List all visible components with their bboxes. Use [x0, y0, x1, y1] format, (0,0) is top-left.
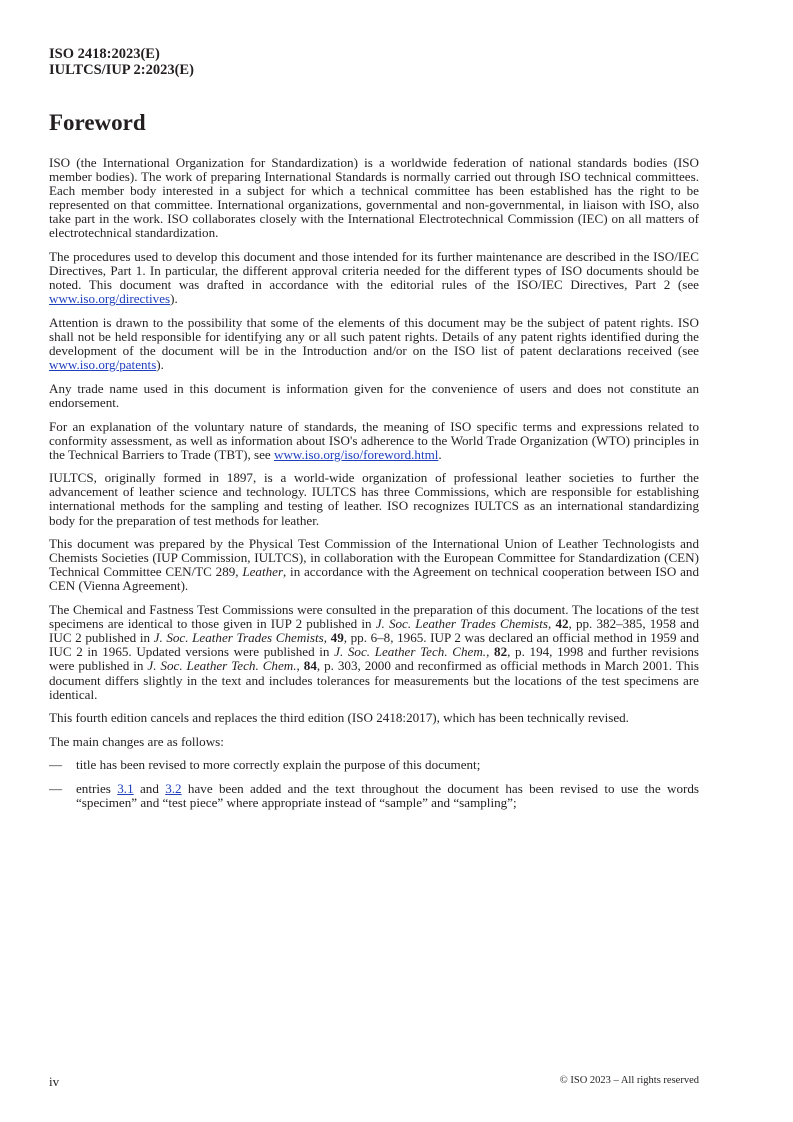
copyright-notice: © ISO 2023 – All rights reserved	[559, 1075, 699, 1086]
list-dash: —	[49, 757, 63, 773]
paragraph	[49, 420, 699, 462]
italic-text: Leather	[242, 564, 284, 580]
list-item	[49, 782, 699, 810]
bold-text: 49	[330, 630, 344, 646]
paragraph	[49, 156, 699, 241]
link[interactable]: www.iso.org/iso/foreword.html	[274, 446, 439, 462]
text-run: ,	[486, 644, 495, 660]
text-run: entries	[76, 780, 118, 796]
link[interactable]: 3.2	[165, 780, 182, 796]
paragraphs	[49, 156, 699, 749]
bold-text: 82	[494, 644, 508, 660]
text-run: and	[133, 780, 166, 796]
text-run: Any trade name used in this document is information given for the convenience of users and does not constitute an endorsement.	[49, 380, 699, 410]
text-run: IULTCS, originally formed in 1897, is a world-wide organization of professional leather societies to further the advancement of leather science and technology. IULTCS has three Commissions, which are responsible for establishing international methods for the sampling and testing of leather. ISO recognizes IULTCS as an international standardizing body for the preparation of test methods for leather.	[49, 470, 699, 528]
list-item-text	[76, 782, 699, 810]
document-header	[49, 46, 194, 78]
text-run: Attention is drawn to the possibility that some of the elements of this document may be the subject of patent rights. ISO shall not be held responsible for identifying any or all such patent rights. Details of any patent rights identified during the development of the document will be in the Introduction and/or on the ISO list of patent declarations received (see	[49, 314, 699, 359]
paragraph	[49, 711, 699, 725]
link[interactable]: www.iso.org/directives	[49, 291, 171, 307]
paragraph	[49, 316, 699, 372]
standard-number: ISO 2418:2023(E)	[49, 46, 160, 62]
paragraph	[49, 382, 699, 410]
text-run: This document was prepared by the Physical Test Commission of the International Union of Leather Technologists and Chemists Societies (IUP Commission, IULTCS), in collaboration with the European Committee for Standardization (CEN) Technical Committee CEN/TC 289,	[49, 536, 699, 580]
italic-text: J. Soc. Leather Tech. Chem.	[334, 644, 487, 660]
text-run: , p. 303, 2000 and reconfirmed as official methods in March 2001. This document differs slightly in the text and includes tolerances for measurements but the locations of the test specimens are identical.	[49, 658, 700, 702]
text-run: , pp. 382–385, 1958 and IUC 2 published in	[49, 616, 699, 646]
italic-text: J. Soc. Leather Trades Chemists	[153, 630, 324, 646]
changes-list	[49, 758, 699, 810]
link[interactable]: 3.1	[117, 780, 134, 796]
paragraph	[49, 537, 699, 593]
bold-text: 84	[303, 658, 317, 674]
text-run: , p. 194, 1998 and further revisions were published in	[49, 644, 700, 674]
text-run: ,	[548, 616, 556, 632]
text-run: , pp. 6–8, 1965. IUP 2 was declared an official method in 1959 and IUC 2 in 1965. Updated versions were published in	[49, 630, 700, 660]
text-run: title has been revised to more correctly explain the purpose of this document;	[76, 757, 481, 773]
page-title: Foreword	[49, 110, 146, 135]
bold-text: 42	[555, 616, 569, 632]
text-run: This fourth edition cancels and replaces the third edition (ISO 2418:2017), which has been technically revised.	[49, 710, 629, 726]
text-run: ,	[296, 658, 304, 674]
list-item	[49, 758, 699, 772]
text-run: The main changes are as follows:	[49, 733, 224, 749]
text-run: ).	[170, 291, 178, 307]
list-item-text	[76, 758, 699, 772]
text-run: ,	[323, 630, 331, 646]
paragraph	[49, 471, 699, 527]
text-run: The procedures used to develop this document and those intended for its further maintenance are described in the ISO/IEC Directives, Part 1. In particular, the different approval criteria needed for the different types of ISO documents should be noted. This document was drafted in accordance with the editorial rules of the ISO/IEC Directives, Part 2 (see	[49, 249, 699, 293]
italic-text: J. Soc. Leather Trades Chemists	[375, 616, 548, 632]
list-dash: —	[49, 780, 63, 796]
paragraph	[49, 735, 699, 749]
italic-text: J. Soc. Leather Tech. Chem.	[147, 658, 297, 674]
iultcs-number: IULTCS/IUP 2:2023(E)	[49, 62, 194, 78]
text-run: .	[438, 446, 442, 462]
text-run: ).	[156, 357, 164, 373]
text-run: For an explanation of the voluntary nature of standards, the meaning of ISO specific terms and expressions related to conformity assessment, as well as information about ISO's adherence to the World Trade Organization (WTO) principles in the Technical Barriers to Trade (TBT), see	[49, 418, 699, 462]
link[interactable]: www.iso.org/patents	[49, 357, 157, 373]
text-run: ISO (the International Organization for Standardization) is a worldwide federation of national standards bodies (ISO member bodies). The work of preparing International Standards is normally carried out through ISO technical committees. Each member body interested in a subject for which a technical committee has been established has the right to be represented on that committee. International organizations, governmental and non-governmental, in liaison with ISO, also take part in the work. ISO collaborates closely with the International Electrotechnical Commission (IEC) on all matters of electrotechnical standardization.	[49, 155, 699, 241]
text-run: The Chemical and Fastness Test Commissions were consulted in the preparation of this document. The locations of the test specimens are identical to those given in IUP 2 published in	[49, 602, 699, 632]
page-number: iv	[49, 1074, 60, 1089]
text-run: , in accordance with the Agreement on technical cooperation between ISO and CEN (Vienna Agreement).	[49, 564, 699, 594]
paragraph	[49, 250, 699, 306]
paragraph	[49, 603, 699, 702]
foreword-body	[49, 156, 699, 820]
text-run: have been added and the text throughout the document has been revised to use the words “specimen” and “test piece” where appropriate instead of “sample” and “sampling”;	[76, 780, 699, 811]
